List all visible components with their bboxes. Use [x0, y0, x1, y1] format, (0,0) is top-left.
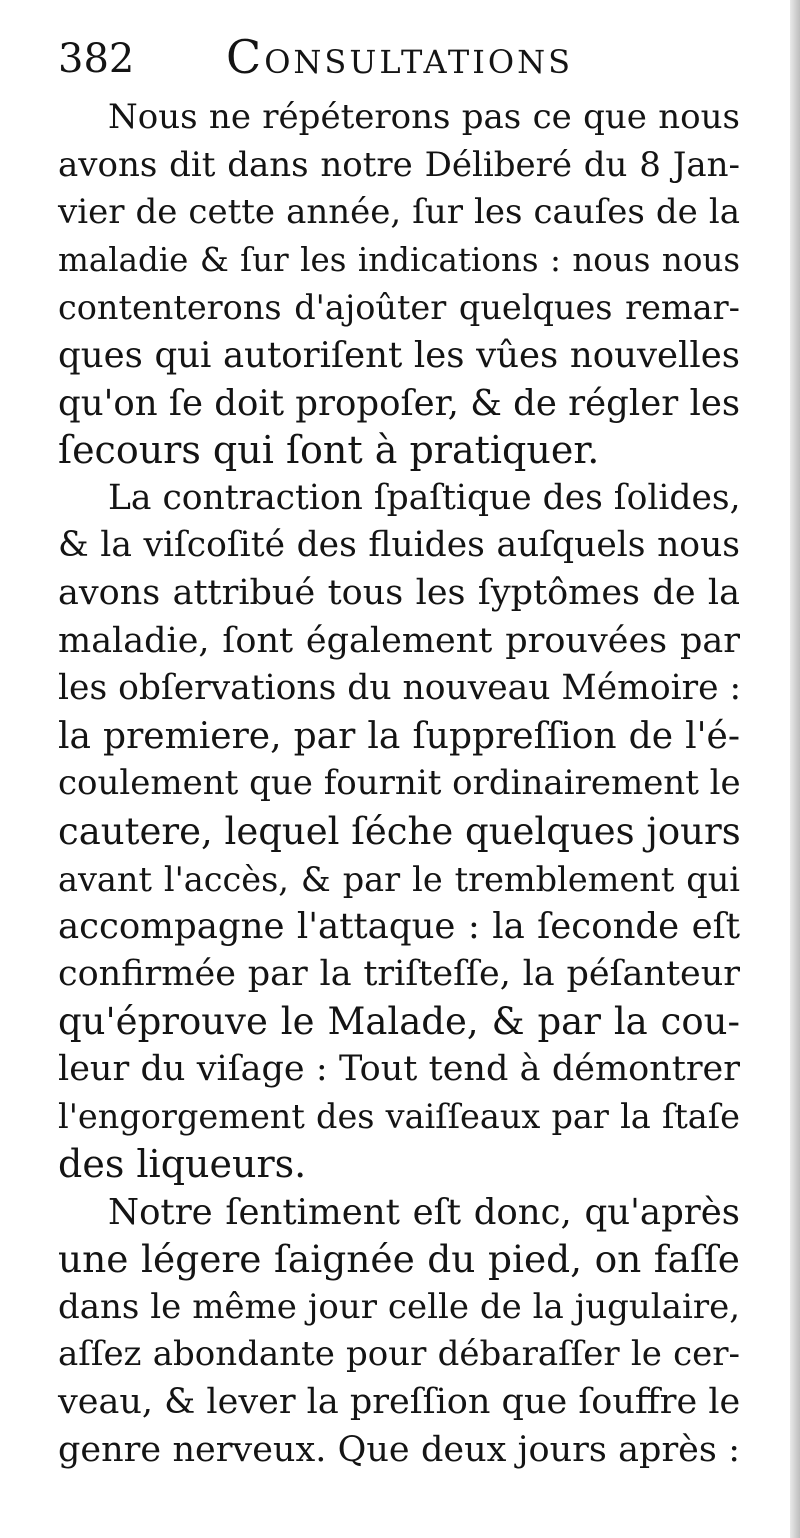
text-line: maladie, ſont également prouvées par: [58, 620, 740, 661]
text-line: avons attribué tous les ſyptômes de la: [58, 572, 740, 613]
text-line: coulement que fournit ordinairement le: [58, 763, 741, 804]
text-line: les obſervations du nouveau Mémoire :: [58, 668, 742, 709]
text-line: La contraction ſpaſtique des ſolides,: [108, 477, 741, 518]
text-line: accompagne l'attaque : la ſeconde eſt: [58, 906, 740, 948]
text-line: aſſez abondante pour débaraſſer le cer-: [58, 1334, 740, 1375]
text-line: Notre ſentiment eſt donc, qu'après: [108, 1191, 740, 1233]
text-line: cautere, lequel ſéche quelques jours: [58, 809, 741, 853]
page-edge-shadow: [790, 0, 800, 1538]
text-line: confirmée par la triſteſſe, la péſanteur: [58, 953, 740, 994]
body-text: [58, 94, 740, 1474]
page-header: [58, 28, 748, 88]
text-line: la premiere, par la ſuppreſſion de l'é-: [58, 715, 740, 757]
text-line: ques qui autoriſent les vûes nouvelles: [58, 334, 740, 376]
text-line: ſecours qui ſont à pratiquer.: [58, 428, 600, 473]
text-line: des liqueurs.: [58, 1142, 307, 1187]
text-line: veau, & lever la preſſion que ſouffre le: [58, 1382, 741, 1423]
text-line: maladie & ſur les indications : nous nous: [58, 240, 740, 279]
text-line: genre nerveux. Que deux jours après :: [58, 1429, 740, 1470]
text-line: contenterons d'ajoûter quelques remar-: [58, 288, 740, 328]
text-line: & la viſcoſité des fluides auſquels nous: [58, 525, 740, 566]
text-line: une légere ſaignée du pied, on faſſe: [58, 1237, 740, 1282]
page-number: 382: [58, 36, 135, 82]
text-line: vier de cette année, ſur les cauſes de la: [58, 192, 740, 233]
text-line: qu'éprouve le Malade, & par la cou-: [58, 1000, 740, 1044]
text-line: dans le même jour celle de la jugulaire,: [58, 1286, 740, 1327]
text-line: avons dit dans notre Déliberé du 8 Jan-: [58, 144, 740, 185]
text-line: leur du viſage : Tout tend à démontrer: [58, 1048, 740, 1089]
running-head: Consultations: [226, 30, 574, 84]
text-line: qu'on ſe doit propoſer, & de régler les: [58, 382, 741, 424]
text-line: l'engorgement des vaiſſeaux par la ſtaſe: [58, 1097, 740, 1137]
text-line: avant l'accès, & par le tremblement qui: [58, 859, 740, 899]
text-line: Nous ne répéterons pas ce que nous: [108, 97, 740, 137]
